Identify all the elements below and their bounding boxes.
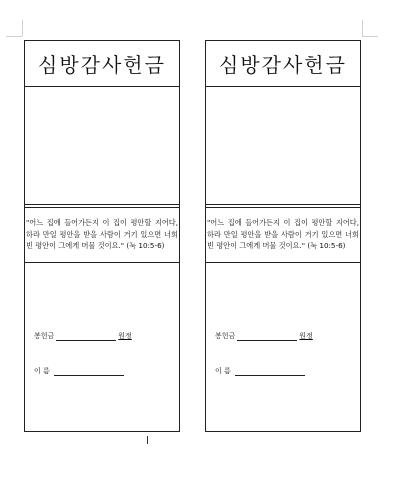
crop-mark-top-right-v — [362, 20, 363, 36]
offering-amount-label: 봉헌금 — [34, 332, 55, 340]
offering-card-right — [205, 40, 361, 432]
offering-amount-blank[interactable] — [237, 333, 297, 341]
crop-mark-top-right-h — [362, 36, 378, 37]
offering-amount-row — [215, 331, 355, 341]
name-blank[interactable] — [54, 368, 124, 376]
name-blank[interactable] — [235, 368, 305, 376]
photo-placeholder-box — [25, 87, 179, 205]
name-label: 이 름 — [215, 367, 231, 375]
card-title: 심방감사헌금 — [25, 41, 179, 87]
section-divider — [25, 262, 179, 263]
bible-verse: "어느 집에 들어가든지 이 집이 평안할 지어다, 하라 만일 평안을 받을 사람이 거기 있으면 너희 빈 평안이 그에게 머물 것이요." (눅 10:5-6) — [207, 218, 359, 251]
offering-amount-unit: 원정 — [118, 332, 132, 340]
offering-amount-label: 봉헌금 — [215, 332, 236, 340]
offering-card-left — [24, 40, 180, 432]
name-row — [215, 366, 355, 376]
bible-verse: "어느 집에 들어가든지 이 집이 평안할 지어다, 하라 만일 평안을 받을 사람이 거기 있으면 너희 빈 평안이 그에게 머물 것이요." (눅 10:5-6) — [26, 218, 178, 251]
name-row — [34, 366, 174, 376]
offering-amount-row — [34, 331, 174, 341]
crop-mark-top-left-v — [22, 20, 23, 36]
photo-placeholder-box — [206, 87, 360, 205]
section-divider — [206, 262, 360, 263]
offering-amount-blank[interactable] — [56, 333, 116, 341]
crop-mark-top-left-h — [6, 36, 22, 37]
text-cursor — [147, 436, 148, 444]
name-label: 이 름 — [34, 367, 50, 375]
card-title: 심방감사헌금 — [206, 41, 360, 87]
offering-amount-unit: 원정 — [299, 332, 313, 340]
